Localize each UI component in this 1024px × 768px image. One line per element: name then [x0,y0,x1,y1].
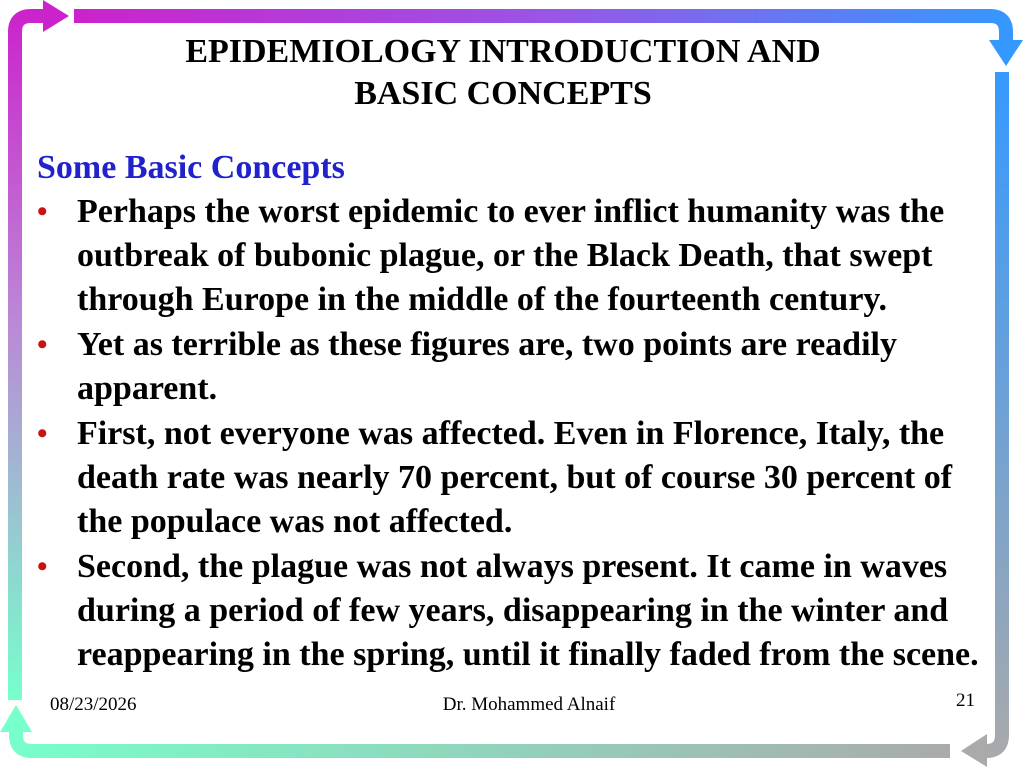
bullet-marker: • [37,550,48,583]
bullet-list [37,190,992,678]
arrow-up-icon [0,705,32,732]
slide-number: 21 [956,690,975,711]
bullet-text: First, not everyone was affected. Even in Florence, Italy, the death rate was nearly 70 percent, but of course 30 percent of the populace was not affected. [77,415,953,540]
bullet-item [37,323,992,411]
bullet-item [37,190,992,322]
title-line: BASIC CONCEPTS [354,75,652,112]
bullet-item [37,412,992,544]
bullet-marker: • [37,417,48,450]
title-line: EPIDEMIOLOGY INTRODUCTION AND [185,33,821,70]
bullet-item [37,545,992,677]
footer-author: Dr. Mohammed Alnaif [442,694,616,715]
arrow-left-icon [961,734,987,767]
frame-bar-bottom [16,731,950,751]
footer-date: 08/23/2026 [50,694,137,715]
arrow-right-icon [43,0,69,32]
bullet-text: Perhaps the worst epidemic to ever inflict humanity was the outbreak of bubonic plague, or the Black Death, that swept through Europe in the middle of the fourteenth century. [77,193,945,318]
section-heading: Some Basic Concepts [37,149,345,186]
bullet-text: Yet as terrible as these figures are, two points are readily apparent. [77,326,897,407]
bullet-marker: • [37,328,48,361]
bullet-marker: • [37,195,48,228]
slide-title [0,31,1006,115]
bullet-text: Second, the plague was not always present. It came in waves during a period of few years, disappearing in the winter and reappearing in the spring, until it finally faded from the scene. [77,548,979,673]
